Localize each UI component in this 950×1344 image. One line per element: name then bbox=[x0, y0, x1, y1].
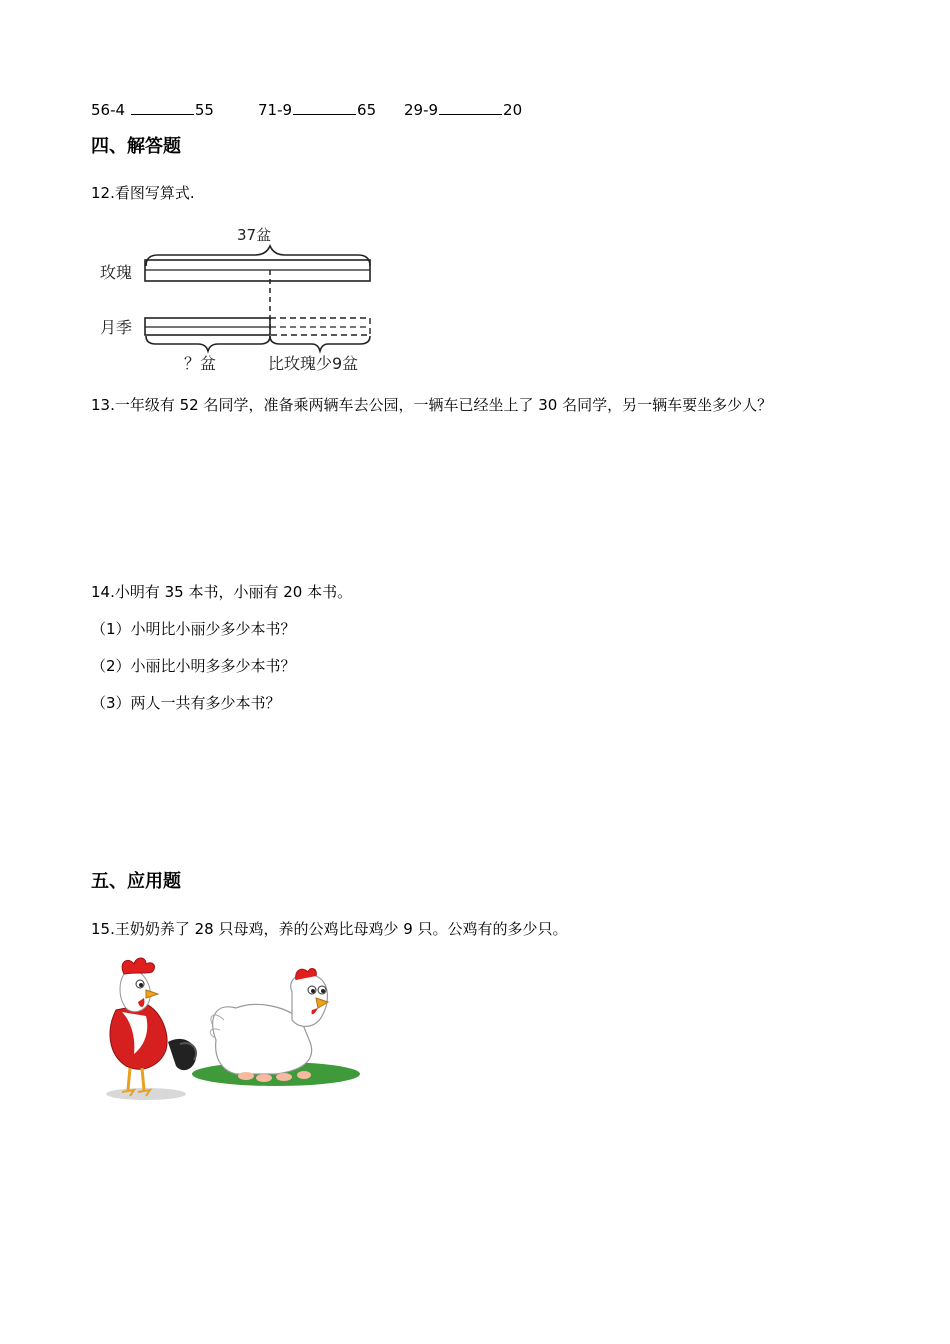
unknown-label: ？盆 bbox=[184, 354, 217, 373]
question-14-sub-3: （3）两人一共有多少本书？ bbox=[91, 694, 281, 712]
difference-label: 比玫瑰少9盆 bbox=[268, 354, 359, 373]
rooster bbox=[110, 958, 196, 1096]
bottom-brace-right bbox=[270, 336, 370, 351]
comparison-1-left: 56-4 bbox=[91, 101, 130, 119]
question-15: 15.王奶奶养了 28 只母鸡，养的公鸡比母鸡少 9 只。公鸡有的多少只。 bbox=[91, 920, 568, 938]
comparison-2-right: 65 bbox=[357, 101, 377, 119]
answer-blank-1[interactable] bbox=[131, 100, 194, 115]
question-13: 13.一年级有 52 名同学，准备乘两辆车去公园，一辆车已经坐上了 30 名同学，另一辆车要坐多少人？ bbox=[91, 396, 773, 414]
bottom-brace-left bbox=[146, 336, 270, 351]
monthly-rose-label: 月季 bbox=[100, 318, 133, 337]
rooster-hen-illustration bbox=[96, 950, 366, 1110]
section-4-heading: 四、解答题 bbox=[91, 136, 181, 157]
comparison-3-right: 20 bbox=[503, 101, 523, 119]
comparison-3-left: 29-9 bbox=[404, 101, 439, 119]
answer-blank-2[interactable] bbox=[293, 100, 356, 115]
question-14: 14.小明有 35 本书，小丽有 20 本书。 bbox=[91, 583, 353, 601]
answer-blank-3[interactable] bbox=[439, 100, 502, 115]
comparison-3 bbox=[404, 100, 522, 120]
question-14-sub-2: （2）小丽比小明多多少本书？ bbox=[91, 657, 296, 675]
comparison-2 bbox=[258, 100, 376, 120]
comparison-2-left: 71-9 bbox=[258, 101, 293, 119]
section-5-heading: 五、应用题 bbox=[91, 871, 181, 892]
comparison-1-right: 55 bbox=[194, 101, 214, 119]
rose-label: 玫瑰 bbox=[100, 263, 133, 282]
comparison-1 bbox=[91, 100, 214, 120]
question-14-sub-1: （1）小明比小丽少多少本书？ bbox=[91, 620, 296, 638]
line-segment-diagram bbox=[90, 218, 390, 378]
top-brace bbox=[146, 246, 370, 266]
question-12: 12.看图写算式. bbox=[91, 184, 195, 202]
total-label: 37盆 bbox=[237, 226, 272, 244]
